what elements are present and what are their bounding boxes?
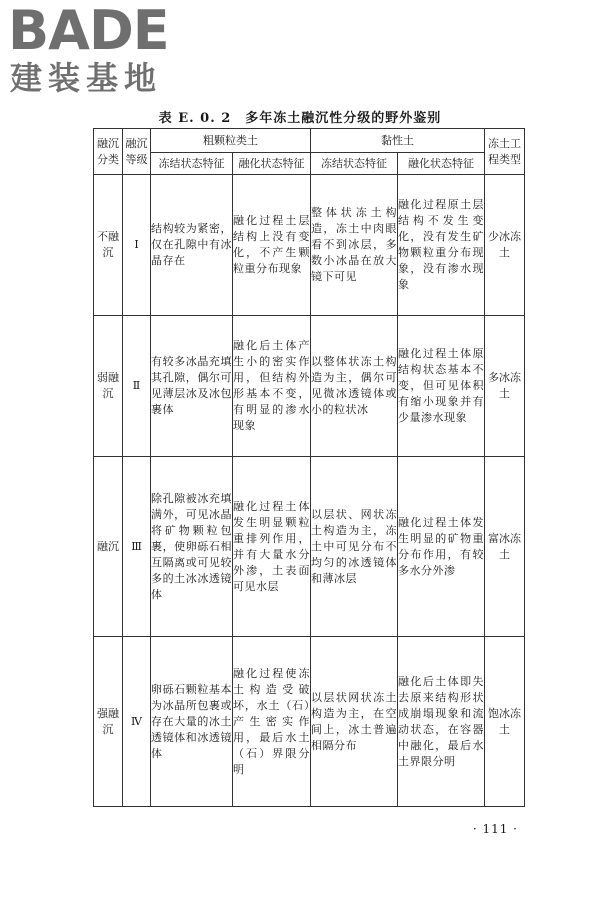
header-class: 融沉分类 [94,129,123,175]
table-row [94,457,525,637]
row-clay-frozen: 以层状、网状冻土构造为主，冻土中可见分布不均匀的冰透镜体和薄冰层 [311,457,398,637]
row-clay-thaw: 融化过程土体原结构状态基本不变，但可见体积有缩小现象并有少量渗水现象 [398,316,485,457]
row-coarse-thaw: 融化后土体产生小的密实作用，但结构外形基本不变，有明显的渗水现象 [233,316,311,457]
row-clay-thaw: 融化后土体即失去原来结构形状成崩塌现象和流动状态，在容器中融化，最后水土界限分明 [398,637,485,807]
row-type: 少冰冻土 [485,175,525,316]
header-clay-thaw: 融化状态特征 [398,153,485,175]
header-row-1 [94,129,525,153]
logo [8,2,178,102]
row-clay-thaw: 融化过程原土层结构不发生变化，没有发生矿物颗粒重分布现象，没有渗水现象 [398,175,485,316]
header-grade: 融沉等级 [123,129,151,175]
row-grade: Ⅰ [123,175,151,316]
row-grade: Ⅳ [123,637,151,807]
row-class: 强融沉 [94,637,123,807]
header-coarse-thaw: 融化状态特征 [233,153,311,175]
row-clay-frozen: 以整体状冻土构造为主，偶尔可见微冰透镜体或小的粒状冰 [311,316,398,457]
row-clay-frozen: 以层状网状冻土构造为主，在空间上，冰土普遍相隔分布 [311,637,398,807]
row-type: 富冰冻土 [485,457,525,637]
frost-thaw-table [93,128,525,807]
row-coarse-frozen: 除孔隙被冰充填满外，可见冰晶将矿物颗粒包裹，使卵砾石相互隔离或可见较多的土冰冰透镜体 [151,457,233,637]
row-coarse-frozen: 结构较为紧密，仅在孔隙中有冰晶存在 [151,175,233,316]
table-title: 表 E. 0. 2 多年冻土融沉性分级的野外鉴别 [158,111,442,126]
table-row [94,637,525,807]
row-clay-frozen: 整体状冻土构造，冻土中肉眼看不到冰层，多数小冰晶在放大镜下可见 [311,175,398,316]
row-class: 不融沉 [94,175,123,316]
header-row-2 [94,153,525,175]
header-coarse-frozen: 冻结状态特征 [151,153,233,175]
logo-sub-text: 建装基地 [10,59,163,97]
header-clay: 黏性土 [311,129,485,153]
logo-main-text: BADE [8,0,169,62]
header-coarse: 粗颗粒类土 [151,129,311,153]
row-clay-thaw: 融化过程土体发生明显的矿物重分布作用，有较多水分外渗 [398,457,485,637]
row-grade: Ⅱ [123,316,151,457]
row-coarse-thaw: 融化过程土层结构上没有变化，不产生颗粒重分布现象 [233,175,311,316]
row-coarse-frozen: 卵砾石颗粒基本为冰晶所包裹或存在大量的冰土透镜体和冰透镜体 [151,637,233,807]
table-row [94,316,525,457]
header-clay-frozen: 冻结状态特征 [311,153,398,175]
row-grade: Ⅲ [123,457,151,637]
row-coarse-thaw: 融化过程使冻土构造受破坏，水土（石）产生密实作用，最后水土（石）界限分明 [233,637,311,807]
row-coarse-thaw: 融化过程土体发生明显颗粒重排列作用，并有大量水分外渗，土表面可见水层 [233,457,311,637]
table-row [94,175,525,316]
row-type: 饱冰冻土 [485,637,525,807]
page-number: · 111 · [472,822,518,836]
row-class: 弱融沉 [94,316,123,457]
row-class: 融沉 [94,457,123,637]
row-type: 多冰冻土 [485,316,525,457]
header-type: 冻土工程类型 [485,129,525,175]
row-coarse-frozen: 有较多冰晶充填其孔隙，偶尔可见薄层冰及冰包裹体 [151,316,233,457]
